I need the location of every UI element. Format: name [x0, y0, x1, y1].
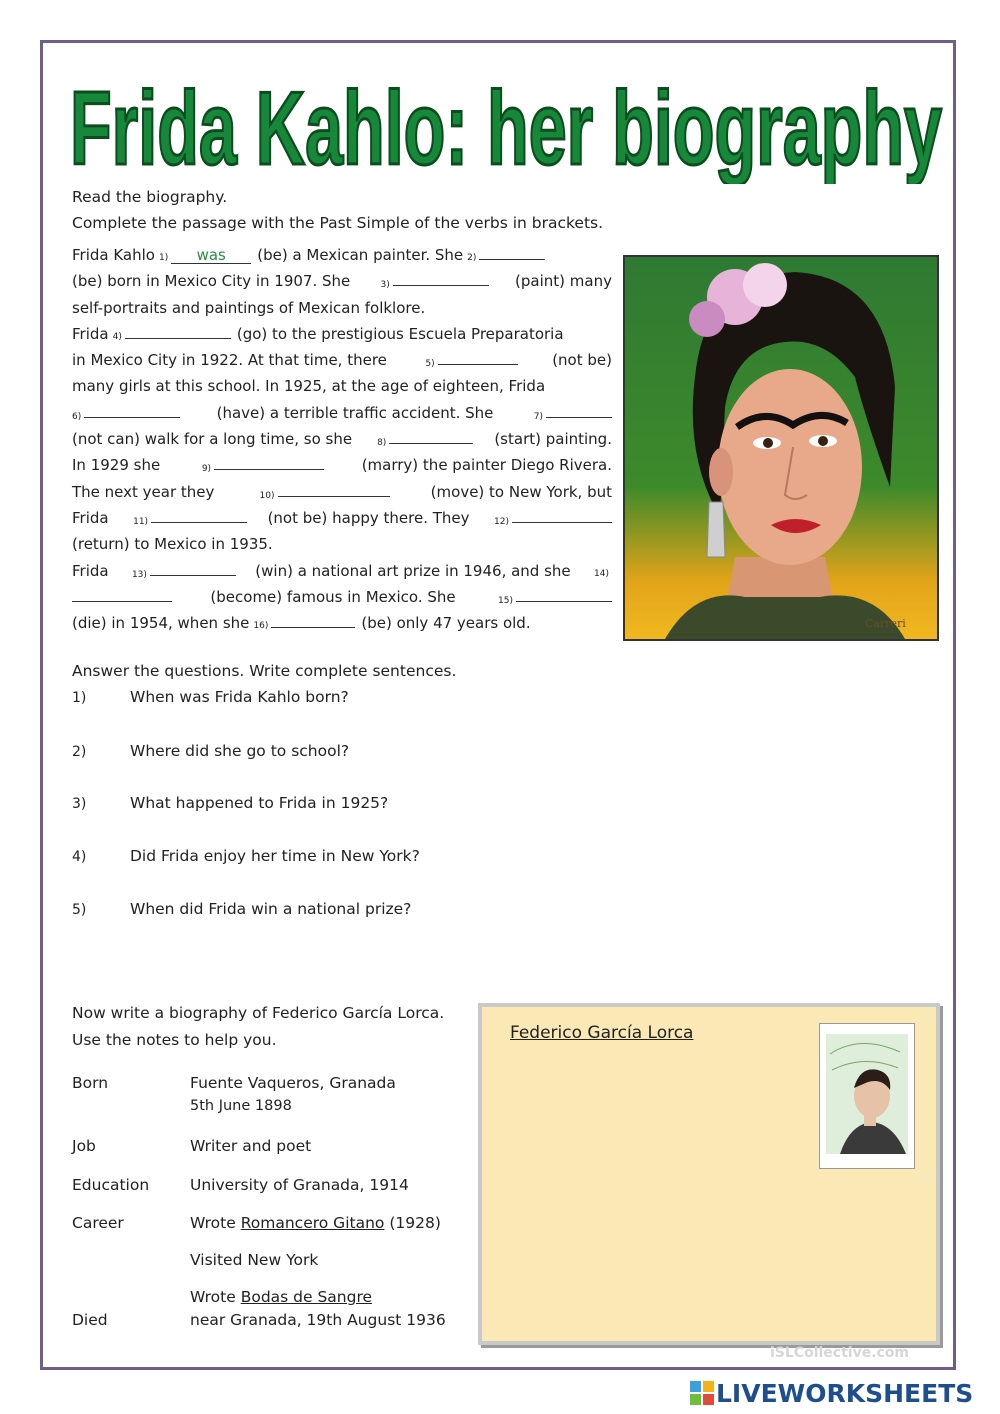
blank-2[interactable] — [479, 245, 545, 260]
question-item: 3) What happened to Frida in 1925? — [72, 794, 389, 812]
note-label-career: Career — [72, 1214, 124, 1232]
blank-6[interactable] — [84, 403, 180, 418]
question-item: 4) Did Frida enjoy her time in New York? — [72, 847, 420, 865]
passage-line: many girls at this school. In 1925, at the age of eighteen, Frida — [72, 377, 546, 396]
card-title: Federico García Lorca — [510, 1023, 694, 1043]
note-label-died: Died — [72, 1311, 108, 1329]
note-label-education: Education — [72, 1176, 150, 1194]
blank-7[interactable] — [546, 403, 612, 418]
note-career-3: Wrote Bodas de Sangre — [190, 1288, 373, 1306]
note-label-job: Job — [72, 1137, 96, 1155]
brand-text: LIVEWORKSHEETS — [716, 1378, 974, 1408]
blank-13[interactable] — [150, 561, 236, 576]
passage-line: (return) to Mexico in 1935. — [72, 535, 273, 554]
blank-8[interactable] — [389, 429, 473, 444]
passage-line: 6) (have) a terrible traffic accident. She 7) — [72, 400, 612, 426]
passage-line: self-portraits and paintings of Mexican folklore. — [72, 298, 426, 317]
biography-passage — [72, 242, 612, 636]
watermark: iSLCollective.com — [770, 1345, 910, 1361]
passage-line: Frida 4) (go) to the prestigious Escuela Preparatoria — [72, 324, 564, 343]
lorca-photo — [819, 1023, 915, 1169]
logo-grid-icon — [690, 1381, 714, 1405]
note-born-place: Fuente Vaqueros, Granada — [190, 1074, 396, 1092]
passage-line: Frida 13) (win) a national art prize in 1946, and she 14) — [72, 561, 609, 580]
passage-line: Frida Kahlo 1) was (be) a Mexican painter. She 2) — [72, 242, 612, 268]
note-label-born: Born — [72, 1074, 109, 1092]
note-career-1: Wrote Romancero Gitano (1928) — [190, 1214, 441, 1232]
liveworksheets-logo — [690, 1378, 973, 1408]
svg-text:Carreri: Carreri — [865, 617, 906, 630]
blank-16[interactable] — [271, 613, 355, 628]
passage-line: (become) famous in Mexico. She 15) — [72, 584, 612, 610]
lorca-writing-card[interactable] — [478, 1003, 940, 1345]
blank-11[interactable] — [151, 508, 247, 523]
blank-10[interactable] — [278, 482, 390, 497]
instruction-read: Read the biography. — [72, 188, 228, 206]
blank-5[interactable] — [438, 350, 518, 365]
passage-line: In 1929 she 9) (marry) the painter Diego Rivera. — [72, 456, 612, 475]
note-died: near Granada, 19th August 1936 — [190, 1311, 446, 1329]
blank-14[interactable] — [72, 587, 172, 602]
blank-9[interactable] — [214, 455, 324, 470]
instruction-complete: Complete the passage with the Past Simple of the verbs in brackets. — [72, 214, 604, 232]
note-born-date: 5th June 1898 — [190, 1098, 292, 1114]
frida-portrait — [623, 255, 939, 641]
page-title — [70, 64, 950, 184]
note-job: Writer and poet — [190, 1137, 312, 1155]
passage-line: The next year they 10) (move) to New York, but — [72, 482, 612, 501]
passage-line: Frida 11) (not be) happy there. They 12) — [72, 505, 612, 531]
blank-3[interactable] — [393, 271, 489, 286]
passage-line: (not can) walk for a long time, so she 8) (start) painting. — [72, 430, 612, 449]
lorca-intro: Now write a biography of Federico García Lorca. Use the notes to help you. — [72, 1004, 445, 1049]
answer-1-filled[interactable]: was — [171, 247, 251, 264]
blank-4[interactable] — [125, 324, 231, 339]
question-item: 2) Where did she go to school? — [72, 742, 350, 760]
blank-12[interactable] — [512, 508, 612, 523]
questions-heading: Answer the questions. Write complete sentences. — [72, 662, 457, 680]
note-education: University of Granada, 1914 — [190, 1176, 409, 1194]
blank-15[interactable] — [516, 587, 612, 602]
passage-line: in Mexico City in 1922. At that time, there 5) (not be) — [72, 351, 612, 370]
passage-line: (be) born in Mexico City in 1907. She 3) (paint) many — [72, 272, 612, 291]
note-career-2: Visited New York — [190, 1251, 319, 1269]
question-item: 5) When did Frida win a national prize? — [72, 900, 412, 918]
passage-line: (die) in 1954, when she 16) (be) only 47 years old. — [72, 614, 531, 633]
question-item: 1) When was Frida Kahlo born? — [72, 688, 349, 706]
svg-text:Frida Kahlo: her biography: Frida Kahlo: her biography — [70, 71, 943, 184]
